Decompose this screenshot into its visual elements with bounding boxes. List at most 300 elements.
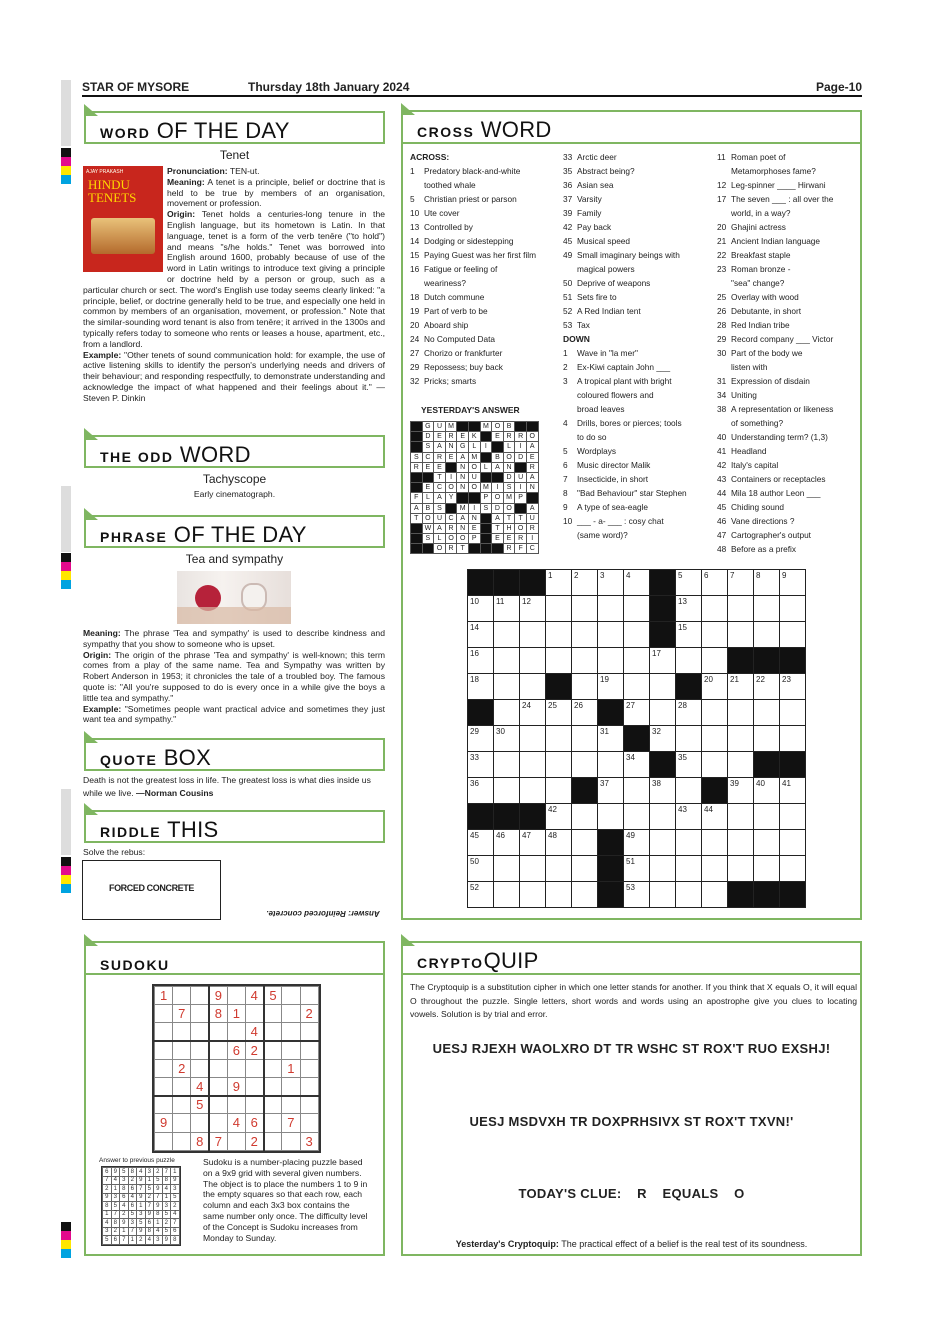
crossword-cell[interactable]: 26: [572, 700, 598, 726]
sudoku-cell[interactable]: 4: [191, 1077, 209, 1095]
answer-cell: R: [515, 534, 527, 544]
clue-text: Breakfast staple: [731, 250, 791, 260]
sudoku-cell[interactable]: [173, 1132, 191, 1150]
sudoku-cell[interactable]: 2: [245, 1041, 263, 1059]
yesterday-answer-grid: [410, 421, 539, 554]
crossword-cell[interactable]: 9: [780, 570, 806, 596]
sudoku-cell[interactable]: 1: [155, 987, 173, 1005]
crossword-cell[interactable]: [624, 648, 650, 674]
crossword-cell[interactable]: [728, 622, 754, 648]
across-clues-col2: [563, 150, 687, 542]
sudoku-cell[interactable]: [282, 987, 300, 1005]
sudoku-cell[interactable]: 3: [300, 1132, 318, 1150]
sudoku-cell[interactable]: [227, 1059, 245, 1077]
sudoku-cell[interactable]: [245, 1077, 263, 1095]
crossword-cell[interactable]: [494, 648, 520, 674]
sudoku-cell[interactable]: [300, 1059, 318, 1077]
sudoku-cell[interactable]: 7: [209, 1132, 227, 1150]
crossword-cell[interactable]: [494, 752, 520, 778]
color-mark: [61, 866, 71, 875]
sudoku-cell[interactable]: [155, 1077, 173, 1095]
sudoku-cell[interactable]: 4: [245, 987, 263, 1005]
crossword-cell[interactable]: [494, 882, 520, 908]
crossword-cell[interactable]: 51: [624, 856, 650, 882]
crossword-cell[interactable]: [598, 804, 624, 830]
clue-text: Insecticide, in short: [577, 474, 649, 484]
crossword-cell[interactable]: 27: [624, 700, 650, 726]
crossword-cell[interactable]: 14: [468, 622, 494, 648]
crossword-cell[interactable]: 49: [624, 830, 650, 856]
crossword-cell[interactable]: [520, 570, 546, 596]
crossword-cell[interactable]: [780, 804, 806, 830]
clue: [563, 318, 687, 332]
crossword-cell[interactable]: 1: [546, 570, 572, 596]
sudoku-cell[interactable]: [227, 1096, 245, 1114]
sudoku-cell[interactable]: [173, 987, 191, 1005]
tab-marker: [84, 934, 98, 946]
crossword-cell[interactable]: 25: [546, 700, 572, 726]
crossword-cell[interactable]: [728, 726, 754, 752]
crossword-cell[interactable]: [598, 830, 624, 856]
crossword-cell[interactable]: [702, 830, 728, 856]
sudoku-cell[interactable]: 9: [155, 1114, 173, 1132]
sudoku-cell[interactable]: [300, 1096, 318, 1114]
crossword-cell[interactable]: 16: [468, 648, 494, 674]
sudoku-cell[interactable]: [155, 1059, 173, 1077]
sudoku-cell[interactable]: 2: [173, 1059, 191, 1077]
crossword-cell[interactable]: [598, 648, 624, 674]
margin-grey-bar: [61, 80, 71, 146]
clue: [717, 220, 833, 234]
clue-number: 40: [717, 432, 727, 442]
crossword-cell[interactable]: [598, 596, 624, 622]
crossword-cell[interactable]: [494, 804, 520, 830]
crossword-cell[interactable]: [780, 726, 806, 752]
sudoku-cell[interactable]: [191, 1023, 209, 1041]
clue-text: Vane directions ?: [731, 516, 795, 526]
crossword-cell[interactable]: [546, 596, 572, 622]
clue: [563, 500, 687, 514]
prev-cell: 4: [137, 1168, 146, 1177]
crossword-cell[interactable]: 23: [780, 674, 806, 700]
sudoku-cell[interactable]: [245, 1005, 263, 1023]
sudoku-cell[interactable]: [209, 1041, 227, 1059]
crossword-cell[interactable]: 22: [754, 674, 780, 700]
crossword-cell[interactable]: [520, 882, 546, 908]
crossword-cell[interactable]: [650, 830, 676, 856]
sudoku-cell[interactable]: 6: [227, 1041, 245, 1059]
sudoku-cell[interactable]: [191, 1041, 209, 1059]
sudoku-cell[interactable]: [245, 1096, 263, 1114]
sudoku-cell[interactable]: [209, 1023, 227, 1041]
crossword-cell[interactable]: [520, 622, 546, 648]
crossword-cell[interactable]: [676, 648, 702, 674]
sudoku-cell[interactable]: [264, 1041, 282, 1059]
crossword-cell[interactable]: 18: [468, 674, 494, 700]
crossword-cell[interactable]: [728, 752, 754, 778]
crossword-cell[interactable]: [572, 752, 598, 778]
crossword-cell[interactable]: 36: [468, 778, 494, 804]
crossword-cell[interactable]: [520, 648, 546, 674]
sudoku-cell[interactable]: [173, 1041, 191, 1059]
crossword-cell[interactable]: 6: [702, 570, 728, 596]
crossword-cell[interactable]: [468, 570, 494, 596]
sudoku-cell[interactable]: [227, 1132, 245, 1150]
crossword-cell[interactable]: 35: [676, 752, 702, 778]
crossword-cell[interactable]: [494, 856, 520, 882]
sudoku-cell[interactable]: [282, 1023, 300, 1041]
prev-cell: 6: [111, 1236, 120, 1245]
crossword-cell[interactable]: [572, 804, 598, 830]
sudoku-cell[interactable]: [173, 1023, 191, 1041]
crossword-cell[interactable]: 29: [468, 726, 494, 752]
crossword-cell[interactable]: 30: [494, 726, 520, 752]
sudoku-cell[interactable]: 1: [227, 1005, 245, 1023]
crossword-cell[interactable]: [572, 674, 598, 700]
clue: [410, 234, 536, 248]
crossword-cell[interactable]: 47: [520, 830, 546, 856]
crossword-cell[interactable]: [676, 778, 702, 804]
crossword-cell[interactable]: [780, 752, 806, 778]
crossword-cell[interactable]: [754, 648, 780, 674]
crossword-cell[interactable]: [546, 778, 572, 804]
sudoku-cell[interactable]: [191, 1059, 209, 1077]
sudoku-cell[interactable]: [282, 1005, 300, 1023]
prev-cell: 3: [103, 1227, 112, 1236]
sudoku-cell[interactable]: [282, 1041, 300, 1059]
crossword-cell[interactable]: [494, 570, 520, 596]
sudoku-cell[interactable]: 9: [209, 987, 227, 1005]
sudoku-cell[interactable]: [282, 1096, 300, 1114]
crossword-cell[interactable]: [546, 648, 572, 674]
crossword-cell[interactable]: [728, 648, 754, 674]
crossword-cell[interactable]: [520, 778, 546, 804]
sudoku-cell[interactable]: 8: [209, 1005, 227, 1023]
crossword-cell[interactable]: 7: [728, 570, 754, 596]
sudoku-cell[interactable]: 2: [300, 1005, 318, 1023]
sudoku-cell[interactable]: [300, 1114, 318, 1132]
crossword-cell[interactable]: 10: [468, 596, 494, 622]
crossword-cell[interactable]: [728, 804, 754, 830]
sudoku-cell[interactable]: [227, 1023, 245, 1041]
sudoku-cell[interactable]: 5: [264, 987, 282, 1005]
crossword-cell[interactable]: 8: [754, 570, 780, 596]
clue-number: 47: [717, 530, 727, 540]
crossword-cell[interactable]: [520, 856, 546, 882]
crossword-cell[interactable]: 34: [624, 752, 650, 778]
crossword-cell[interactable]: [702, 700, 728, 726]
crossword-cell[interactable]: 11: [494, 596, 520, 622]
crossword-cell[interactable]: [780, 622, 806, 648]
crossword-cell[interactable]: [754, 700, 780, 726]
divider: [84, 973, 385, 975]
prev-cell: 6: [145, 1219, 154, 1228]
clue: [563, 248, 687, 262]
crossword-cell[interactable]: [780, 700, 806, 726]
crossword-cell[interactable]: [650, 856, 676, 882]
sudoku-cell[interactable]: 7: [173, 1005, 191, 1023]
crossword-cell[interactable]: [598, 622, 624, 648]
clue-text: Abstract being?: [577, 166, 635, 176]
crossword-cell[interactable]: 48: [546, 830, 572, 856]
sudoku-cell[interactable]: [264, 1059, 282, 1077]
crossword-cell[interactable]: [702, 882, 728, 908]
crossword-cell[interactable]: 12: [520, 596, 546, 622]
crossword-cell[interactable]: 43: [676, 804, 702, 830]
crossword-cell[interactable]: [754, 830, 780, 856]
crossword-cell[interactable]: 44: [702, 804, 728, 830]
crossword-cell[interactable]: [728, 596, 754, 622]
sudoku-cell[interactable]: [282, 1132, 300, 1150]
sudoku-cell[interactable]: [300, 1041, 318, 1059]
clue-number: 28: [717, 320, 727, 330]
quote-body: [83, 774, 385, 800]
crossword-cell[interactable]: [650, 596, 676, 622]
crossword-cell[interactable]: [754, 596, 780, 622]
crossword-cell[interactable]: [520, 674, 546, 700]
sudoku-cell[interactable]: [209, 1059, 227, 1077]
crossword-cell[interactable]: [780, 596, 806, 622]
sudoku-cell[interactable]: [191, 987, 209, 1005]
crossword-cell[interactable]: 42: [546, 804, 572, 830]
answer-cell: O: [515, 523, 527, 533]
prev-cell: 9: [154, 1202, 163, 1211]
sudoku-cell[interactable]: 5: [191, 1096, 209, 1114]
crossword-cell[interactable]: [598, 752, 624, 778]
crossword-cell[interactable]: 5: [676, 570, 702, 596]
crossword-cell[interactable]: [572, 622, 598, 648]
sudoku-cell[interactable]: [155, 1041, 173, 1059]
crossword-cell[interactable]: [780, 856, 806, 882]
crossword-cell[interactable]: [702, 778, 728, 804]
crossword-cell[interactable]: 46: [494, 830, 520, 856]
answer-cell: C: [422, 452, 434, 462]
crossword-cell[interactable]: 31: [598, 726, 624, 752]
sudoku-cell[interactable]: [155, 1096, 173, 1114]
crossword-cell[interactable]: [468, 700, 494, 726]
sudoku-cell[interactable]: [155, 1005, 173, 1023]
sudoku-cell[interactable]: 7: [282, 1114, 300, 1132]
crossword-cell[interactable]: [520, 726, 546, 752]
clue-text: A Red Indian tent: [577, 306, 641, 316]
clue-number: 37: [563, 194, 573, 204]
sudoku-cell[interactable]: 2: [245, 1132, 263, 1150]
crossword-cell[interactable]: [728, 700, 754, 726]
crossword-cell[interactable]: [624, 674, 650, 700]
color-mark: [61, 166, 71, 175]
crossword-cell[interactable]: [650, 804, 676, 830]
prev-cell: 4: [120, 1202, 129, 1211]
sudoku-cell[interactable]: [300, 1023, 318, 1041]
crossword-cell[interactable]: [728, 830, 754, 856]
prev-cell: 9: [137, 1227, 146, 1236]
crossword-cell[interactable]: [624, 778, 650, 804]
crossword-cell[interactable]: [624, 804, 650, 830]
crossword-cell[interactable]: 19: [598, 674, 624, 700]
crossword-cell[interactable]: [676, 856, 702, 882]
crossword-cell[interactable]: [650, 752, 676, 778]
clue: [717, 304, 833, 318]
answer-cell: D: [492, 503, 504, 513]
sudoku-cell[interactable]: [300, 987, 318, 1005]
sudoku-cell[interactable]: [173, 1077, 191, 1095]
crossword-cell[interactable]: [754, 622, 780, 648]
crossword-cell[interactable]: [520, 752, 546, 778]
crossword-cell[interactable]: 2: [572, 570, 598, 596]
crossword-cell[interactable]: 21: [728, 674, 754, 700]
crossword-cell[interactable]: 50: [468, 856, 494, 882]
crossword-cell[interactable]: [572, 648, 598, 674]
crossword-cell[interactable]: 24: [520, 700, 546, 726]
crossword-cell[interactable]: 32: [650, 726, 676, 752]
crossword-cell[interactable]: [494, 778, 520, 804]
crossword-cell[interactable]: [598, 700, 624, 726]
crossword-cell[interactable]: [754, 856, 780, 882]
crossword-cell[interactable]: 17: [650, 648, 676, 674]
crossword-cell[interactable]: [676, 674, 702, 700]
clue-text: Debutante, in short: [731, 306, 802, 316]
crossword-cell[interactable]: [624, 622, 650, 648]
crossword-cell[interactable]: [702, 726, 728, 752]
sudoku-cell[interactable]: [264, 1005, 282, 1023]
crossword-cell[interactable]: [650, 674, 676, 700]
sudoku-cell[interactable]: 1: [282, 1059, 300, 1077]
crossword-cell[interactable]: [754, 752, 780, 778]
crossword-cell[interactable]: [572, 778, 598, 804]
crossword-cell[interactable]: [546, 622, 572, 648]
crossword-cell[interactable]: 53: [624, 882, 650, 908]
sudoku-cell[interactable]: [264, 1132, 282, 1150]
crossword-cell[interactable]: 40: [754, 778, 780, 804]
crossword-cell[interactable]: [780, 882, 806, 908]
crossword-cell[interactable]: [754, 882, 780, 908]
sudoku-cell[interactable]: [245, 1059, 263, 1077]
sudoku-cell[interactable]: [209, 1114, 227, 1132]
crossword-cell[interactable]: [702, 596, 728, 622]
crossword-cell[interactable]: [468, 804, 494, 830]
sudoku-cell[interactable]: 6: [245, 1114, 263, 1132]
crossword-cell[interactable]: [728, 882, 754, 908]
sudoku-cell[interactable]: [282, 1077, 300, 1095]
crossword-cell[interactable]: [546, 726, 572, 752]
clue: broad leaves: [577, 404, 625, 414]
crossword-cell[interactable]: [546, 674, 572, 700]
crossword-cell[interactable]: [624, 596, 650, 622]
answer-cell: [422, 472, 434, 482]
crossword-cell[interactable]: [572, 882, 598, 908]
crossword-cell[interactable]: 15: [676, 622, 702, 648]
sudoku-cell[interactable]: [300, 1077, 318, 1095]
sudoku-cell[interactable]: [264, 1023, 282, 1041]
sudoku-cell[interactable]: 9: [227, 1077, 245, 1095]
sudoku-cell[interactable]: [173, 1114, 191, 1132]
sudoku-cell[interactable]: [209, 1096, 227, 1114]
crossword-cell[interactable]: [572, 596, 598, 622]
crossword-cell[interactable]: 13: [676, 596, 702, 622]
answer-cell: S: [480, 503, 492, 513]
phrase-text: Tea and sympathy: [185, 552, 284, 566]
crossword-cell[interactable]: [676, 830, 702, 856]
crossword-cell[interactable]: [702, 648, 728, 674]
crossword-cell[interactable]: [728, 856, 754, 882]
crossword-cell[interactable]: [572, 726, 598, 752]
crossword-cell[interactable]: [520, 804, 546, 830]
sudoku-cell[interactable]: 8: [191, 1132, 209, 1150]
crossword-cell[interactable]: [650, 622, 676, 648]
clue-text: A type of sea-eagle: [577, 502, 649, 512]
crossword-cell[interactable]: [754, 726, 780, 752]
tab-marker: [401, 934, 415, 946]
crossword-cell[interactable]: 28: [676, 700, 702, 726]
crossword-cell[interactable]: [546, 882, 572, 908]
crossword-cell[interactable]: 38: [650, 778, 676, 804]
answer-cell: N: [457, 472, 469, 482]
crossword-cell[interactable]: [624, 726, 650, 752]
sudoku-cell[interactable]: [227, 987, 245, 1005]
sudoku-cell[interactable]: [264, 1096, 282, 1114]
clue: [717, 262, 833, 276]
crossword-cell[interactable]: [598, 882, 624, 908]
sudoku-cell[interactable]: [191, 1114, 209, 1132]
crossword-cell[interactable]: [676, 726, 702, 752]
crossword-cell[interactable]: [780, 648, 806, 674]
crossword-cell[interactable]: [546, 856, 572, 882]
crossword-cell[interactable]: [650, 700, 676, 726]
sudoku-cell[interactable]: [209, 1077, 227, 1095]
crossword-cell[interactable]: [598, 856, 624, 882]
sudoku-cell[interactable]: [264, 1077, 282, 1095]
answer-cell: A: [457, 513, 469, 523]
clue-number: 23: [717, 264, 727, 274]
clue: [410, 262, 536, 276]
crossword-cell[interactable]: [702, 622, 728, 648]
prev-cell: 6: [120, 1193, 129, 1202]
clue: [563, 178, 687, 192]
crossword-cell[interactable]: [650, 570, 676, 596]
crossword-cell[interactable]: 4: [624, 570, 650, 596]
crossword-cell[interactable]: 20: [702, 674, 728, 700]
crossword-cell[interactable]: 33: [468, 752, 494, 778]
crossword-cell[interactable]: [702, 856, 728, 882]
crossword-cell[interactable]: [546, 752, 572, 778]
crossword-cell[interactable]: [494, 700, 520, 726]
sudoku-cell[interactable]: 4: [245, 1023, 263, 1041]
clue: world, in a way?: [731, 208, 791, 218]
crossword-cell[interactable]: [494, 674, 520, 700]
sudoku-cell[interactable]: [155, 1023, 173, 1041]
crossword-cell[interactable]: [494, 622, 520, 648]
crossword-cell[interactable]: [780, 830, 806, 856]
crossword-cell[interactable]: [702, 752, 728, 778]
crossword-cell[interactable]: 52: [468, 882, 494, 908]
crossword-cell[interactable]: [754, 804, 780, 830]
crossword-cell[interactable]: 37: [598, 778, 624, 804]
crossword-cell[interactable]: 3: [598, 570, 624, 596]
sudoku-cell[interactable]: [264, 1114, 282, 1132]
crossword-cell[interactable]: [572, 830, 598, 856]
sudoku-cell[interactable]: [173, 1096, 191, 1114]
crossword-cell[interactable]: [572, 856, 598, 882]
prev-cell: 3: [111, 1193, 120, 1202]
crossword-cell[interactable]: [650, 882, 676, 908]
crossword-cell[interactable]: 39: [728, 778, 754, 804]
sudoku-cell[interactable]: [155, 1132, 173, 1150]
crossword-cell[interactable]: 45: [468, 830, 494, 856]
crossword-cell[interactable]: 41: [780, 778, 806, 804]
sudoku-cell[interactable]: [191, 1005, 209, 1023]
crossword-cell[interactable]: [676, 882, 702, 908]
sudoku-cell[interactable]: 4: [227, 1114, 245, 1132]
